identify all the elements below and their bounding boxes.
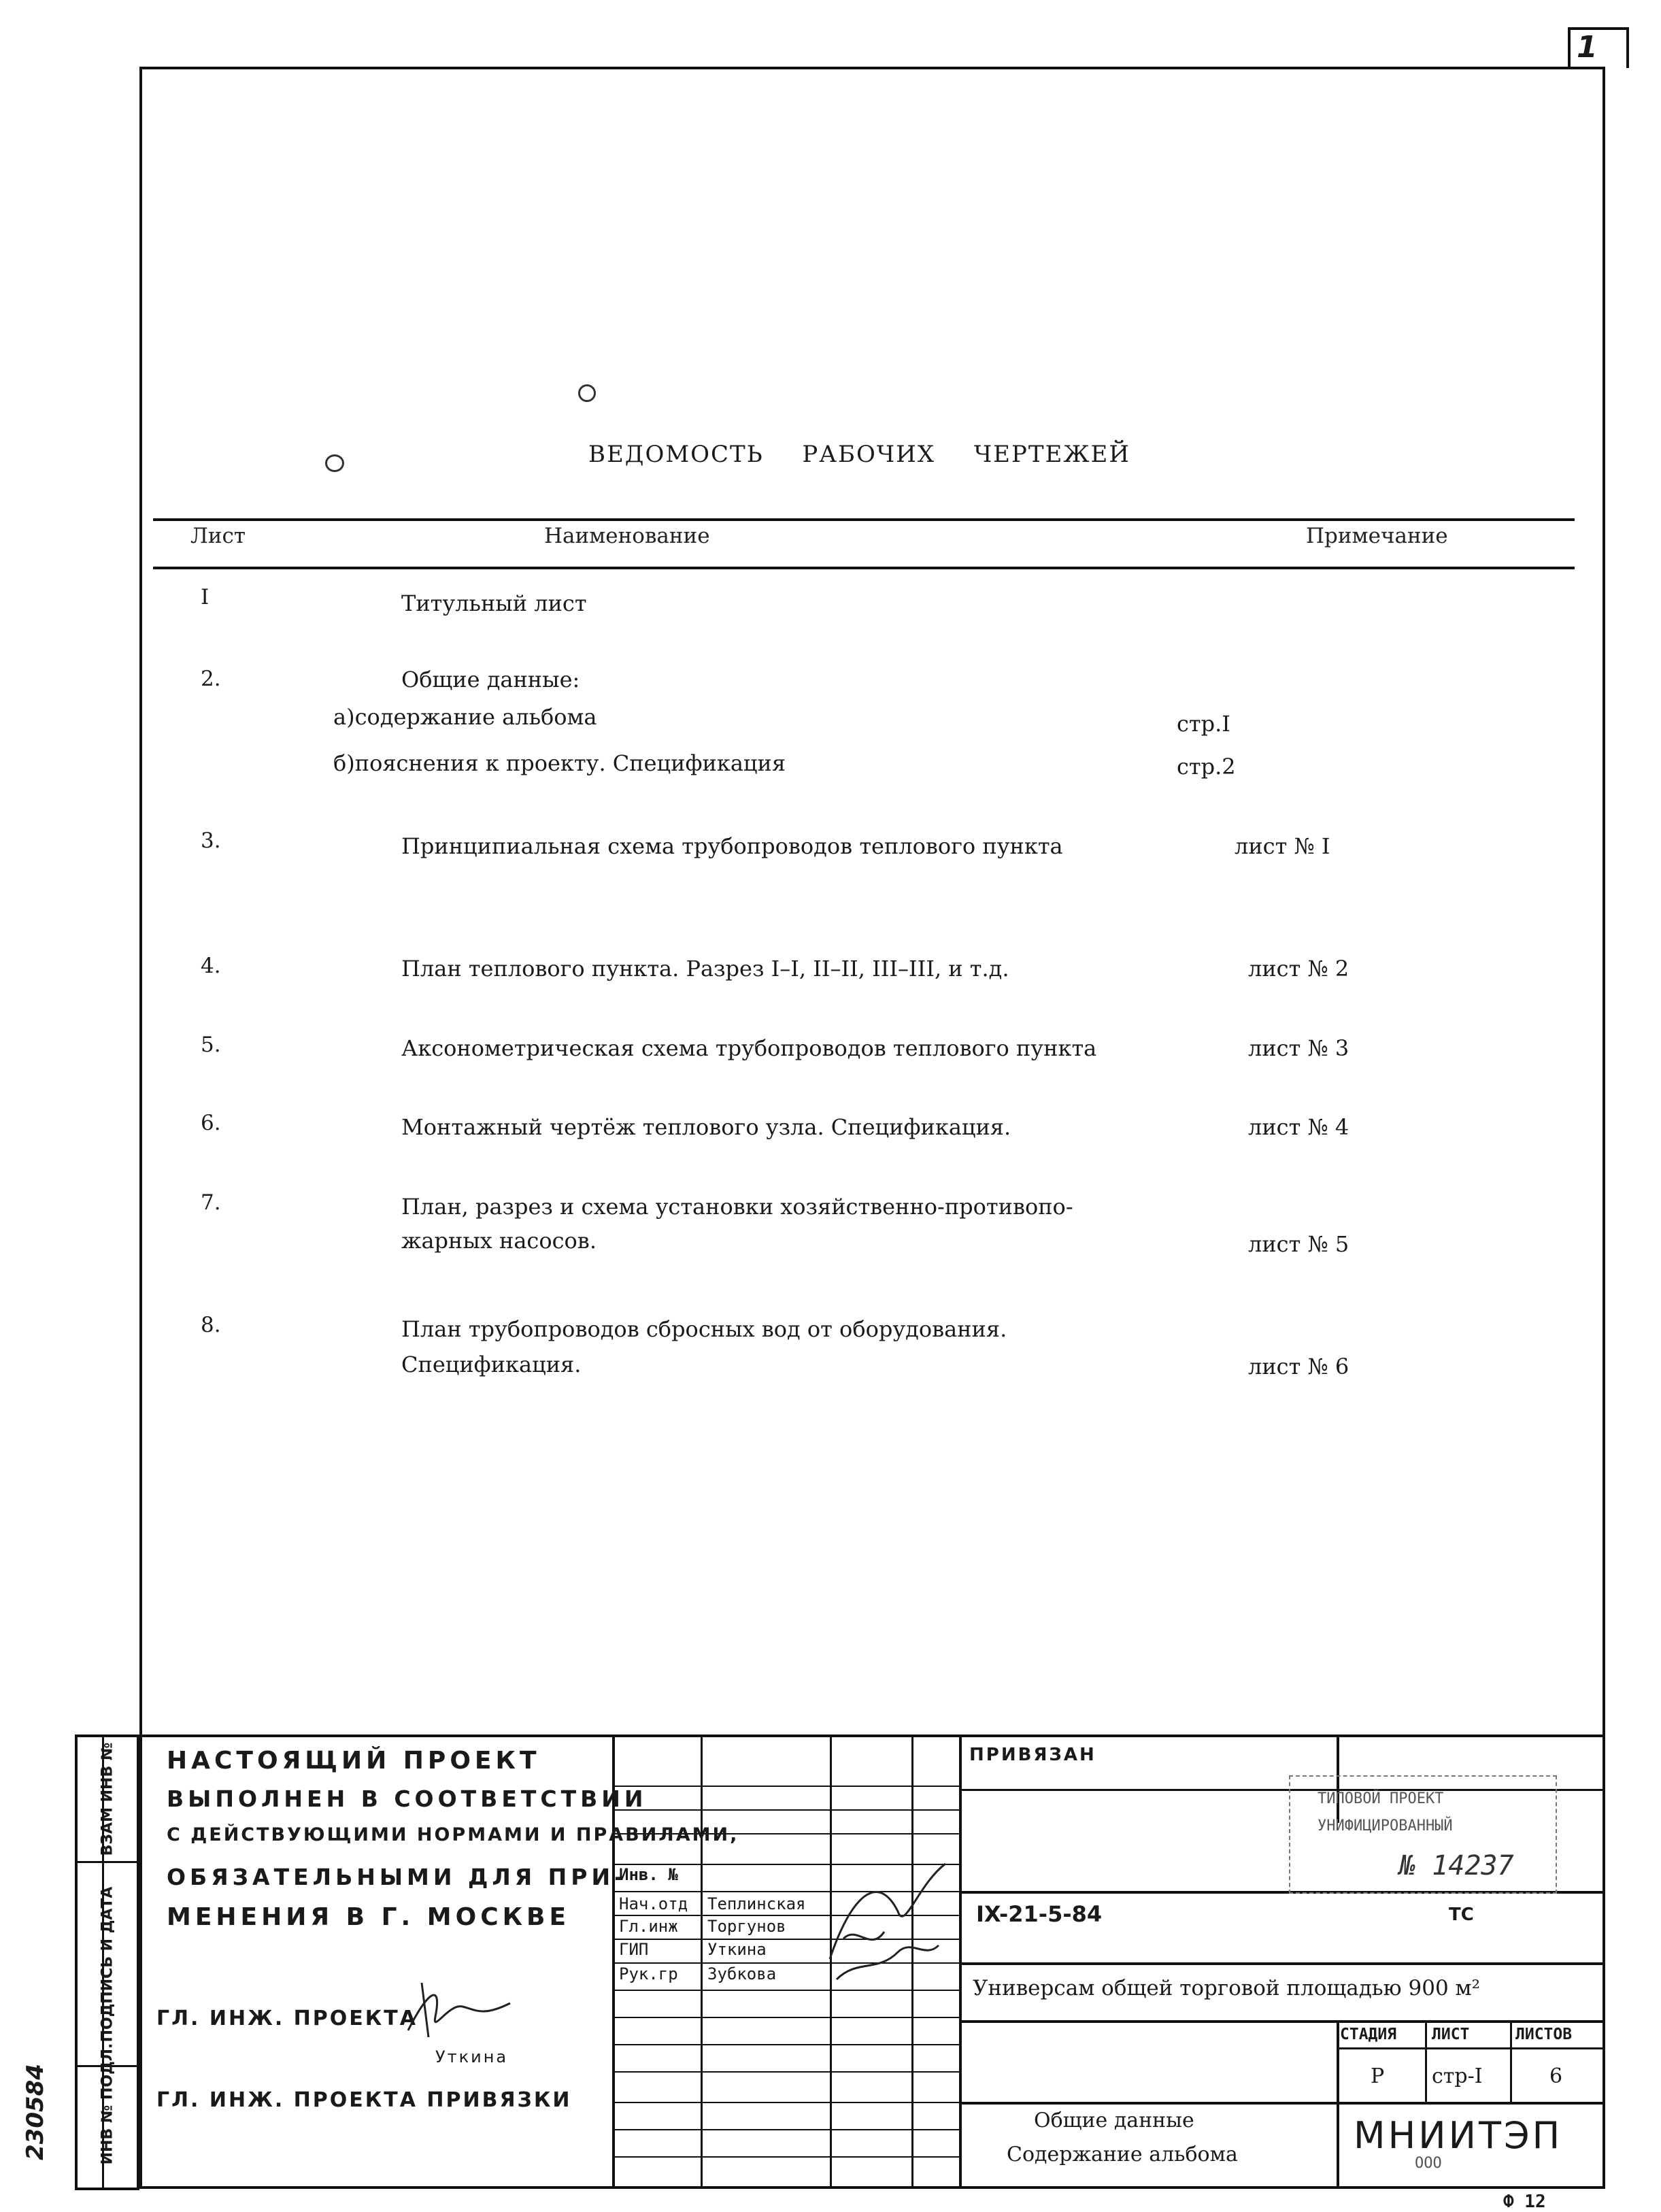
side-strip (75, 1735, 139, 2190)
tb-line (612, 1786, 959, 1787)
row-note: лист № I (1235, 833, 1330, 859)
tb-line (612, 2017, 959, 2018)
row-note: лист № 3 (1248, 1035, 1349, 1061)
row-text: План, разрез и схема установки хозяйственно-противопо- (401, 1194, 1073, 1220)
statement-line: ОБЯЗАТЕЛЬНЫМИ ДЛЯ ПРИ- (167, 1864, 628, 1890)
row-note: стр.I (1177, 711, 1230, 737)
organization-sub: ООО (1415, 2155, 1442, 2172)
row-text: жарных насосов. (401, 1228, 597, 1254)
tb-line (959, 2020, 1605, 2023)
tb-line (612, 1990, 959, 1991)
stage-header: СТАДИЯ (1340, 2026, 1397, 2043)
column-header-sheet: Лист (190, 524, 246, 548)
stage-value: Р (1371, 2064, 1385, 2088)
corner-format-mark: Ф 12 (1503, 2192, 1546, 2212)
row-note: лист № 5 (1248, 1231, 1349, 1257)
column-header-name: Наименование (544, 524, 710, 548)
row-number: 8. (201, 1313, 221, 1337)
tb-line (612, 2156, 959, 2158)
tb-line (959, 1735, 962, 2189)
tb-line (612, 2044, 959, 2045)
side-label-sign-date: ПОДПИСЬ И ДАТА (99, 1886, 116, 2042)
staff-signatures-image (816, 1857, 959, 1986)
stamp-line: ТИПОВОЙ ПРОЕКТ (1318, 1790, 1444, 1807)
staff-name: Зубкова (707, 1964, 777, 1983)
staff-role: Рук.гр (619, 1964, 678, 1983)
staff-name: Теплинская (707, 1894, 806, 1913)
inventory-number: 230584 (22, 2064, 49, 2160)
tb-line (612, 2102, 959, 2103)
tb-line (1337, 2047, 1605, 2049)
tb-line (612, 2071, 959, 2073)
side-strip-divider (102, 1735, 104, 2190)
row-note: стр.2 (1177, 754, 1236, 780)
statement-line: НАСТОЯЩИЙ ПРОЕКТ (167, 1747, 541, 1775)
staff-name: Торгунов (707, 1917, 786, 1936)
row-number: I (201, 585, 209, 609)
row-text: Аксонометрическая схема трубопроводов теплового пункта (401, 1035, 1097, 1061)
header-top-rule (153, 518, 1575, 521)
tb-line (1425, 2020, 1427, 2102)
statement-line: С ДЕЙСТВУЮЩИМИ НОРМАМИ И ПРАВИЛАМИ, (167, 1824, 739, 1845)
object-name: Универсам общей торговой площадью 900 м² (973, 1976, 1481, 2000)
tb-line (1510, 2020, 1512, 2102)
side-label-inv-replace: ВЗАМ ИНВ № (99, 1742, 116, 1856)
stamp-line: УНИФИЦИРОВАННЫЙ (1318, 1817, 1453, 1834)
staff-role: Нач.отд (619, 1894, 688, 1913)
doc-name-line: Общие данные (1034, 2109, 1194, 2132)
tb-line (959, 2102, 1605, 2105)
signature-image (401, 1976, 517, 2044)
document-title: ВЕДОМОСТЬ РАБОЧИХ ЧЕРТЕЖЕЙ (588, 441, 1130, 468)
staff-name: Уткина (707, 1940, 767, 1959)
inv-label: Инв. № (619, 1865, 678, 1884)
staff-role: Гл.инж (619, 1917, 678, 1936)
linked-label: ПРИВЯЗАН (969, 1745, 1096, 1765)
statement-line: ВЫПОЛНЕН В СООТВЕТСТВИИ (167, 1786, 648, 1812)
sheet-value: стр-I (1432, 2064, 1483, 2088)
stamp-number: № 14237 (1399, 1850, 1514, 1881)
chief-engineer-name: Уткина (435, 2047, 509, 2066)
column-header-note: Примечание (1306, 524, 1448, 548)
row-text: Монтажный чертёж теплового узла. Спецификация. (401, 1114, 1011, 1140)
sheets-header: ЛИСТОВ (1515, 2026, 1573, 2043)
row-text: Титульный лист (401, 590, 587, 616)
doc-name-line: Содержание альбома (1007, 2143, 1238, 2166)
tb-line (1337, 2020, 1339, 2189)
row-text: План трубопроводов сбросных вод от оборудования. (401, 1316, 1007, 1342)
row-note: лист № 2 (1248, 956, 1349, 982)
row-note: лист № 4 (1248, 1114, 1349, 1140)
row-text: Общие данные: (401, 667, 580, 692)
row-number: 2. (201, 667, 221, 691)
row-text: Спецификация. (401, 1352, 582, 1377)
punch-mark (325, 454, 344, 472)
row-number: 6. (201, 1111, 221, 1135)
tb-line (959, 1962, 1605, 1965)
tb-line (701, 1735, 703, 2189)
row-number: 5. (201, 1033, 221, 1057)
punch-mark (578, 384, 596, 402)
tb-line (612, 1809, 959, 1811)
sheet-header: ЛИСТ (1432, 2026, 1470, 2043)
project-stamp (1289, 1775, 1557, 1894)
sheets-value: 6 (1549, 2064, 1563, 2088)
row-note: лист № 6 (1248, 1354, 1349, 1379)
row-text: Принципиальная схема трубопроводов теплового пункта (401, 833, 1063, 859)
chief-engineer-label: ГЛ. ИНЖ. ПРОЕКТА (156, 2007, 418, 2030)
row-number: 7. (201, 1190, 221, 1215)
row-text: б)пояснения к проекту. Спецификация (333, 750, 786, 776)
tb-line (612, 2129, 959, 2130)
row-number: 3. (201, 828, 221, 853)
organization-logo: МНИИТЭП (1354, 2114, 1563, 2157)
project-code-suffix: ТС (1449, 1905, 1474, 1925)
statement-line: МЕНЕНИЯ В Г. МОСКВЕ (167, 1903, 571, 1931)
header-bottom-rule (153, 567, 1575, 569)
row-text: а)содержание альбома (333, 704, 597, 730)
row-number: 4. (201, 954, 221, 978)
staff-role: ГИП (619, 1940, 649, 1959)
chief-engineer-binding-label: ГЛ. ИНЖ. ПРОЕКТА ПРИВЯЗКИ (156, 2088, 572, 2112)
side-label-inv-orig: ИНВ № ПОДЛ. (99, 2043, 116, 2165)
sheet-number: 1 (1577, 30, 1598, 65)
row-text: План теплового пункта. Разрез I–I, II–II, III–III, и т.д. (401, 956, 1009, 982)
project-code: IX-21-5-84 (976, 1901, 1103, 1927)
